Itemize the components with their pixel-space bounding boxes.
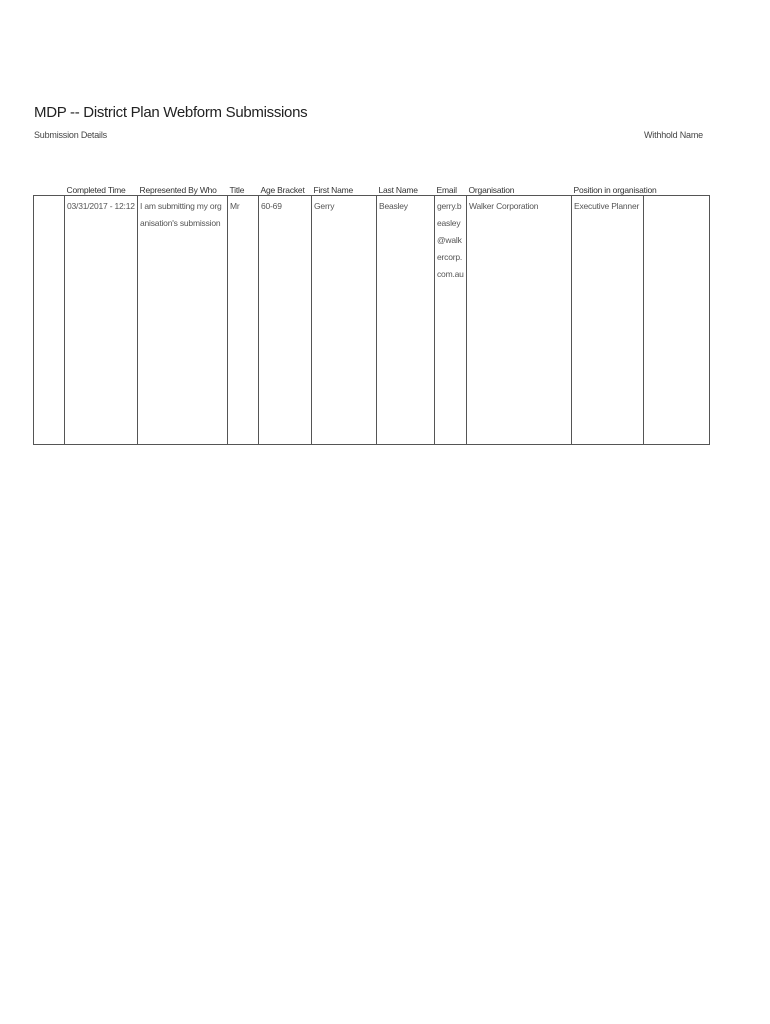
header-organisation: Organisation — [468, 185, 515, 195]
cell-age-bracket: 60-69 — [259, 196, 312, 445]
cell-position: Executive Planner — [572, 196, 644, 445]
header-position: Position in organisation — [573, 185, 657, 195]
cell-withhold — [644, 196, 710, 445]
document-subtitle: Submission Details — [34, 130, 107, 140]
table-header-row — [34, 180, 710, 196]
header-email: Email — [436, 185, 457, 195]
header-first-name: First Name — [313, 185, 354, 195]
table-row — [34, 196, 710, 445]
submissions-table — [33, 180, 710, 445]
cell-blank — [34, 196, 65, 445]
header-represented-by: Represented By Who — [139, 185, 217, 195]
cell-title: Mr — [228, 196, 259, 445]
cell-first-name: Gerry — [312, 196, 377, 445]
document-title: MDP -- District Plan Webform Submissions — [34, 104, 308, 121]
cell-organisation: Walker Corporation — [467, 196, 572, 445]
header-title: Title — [229, 185, 245, 195]
cell-completed-time: 03/31/2017 - 12:12 — [65, 196, 138, 445]
header-completed-time: Completed Time — [66, 185, 126, 195]
cell-email: gerry.beasley@walkercorp.com.au — [435, 196, 467, 445]
cell-represented-by: I am submitting my organisation's submission — [138, 196, 228, 445]
cell-last-name: Beasley — [377, 196, 435, 445]
header-blank — [34, 180, 65, 196]
header-last-name: Last Name — [378, 185, 418, 195]
header-age-bracket: Age Bracket — [260, 185, 305, 195]
withhold-name-label: Withhold Name — [644, 130, 703, 140]
